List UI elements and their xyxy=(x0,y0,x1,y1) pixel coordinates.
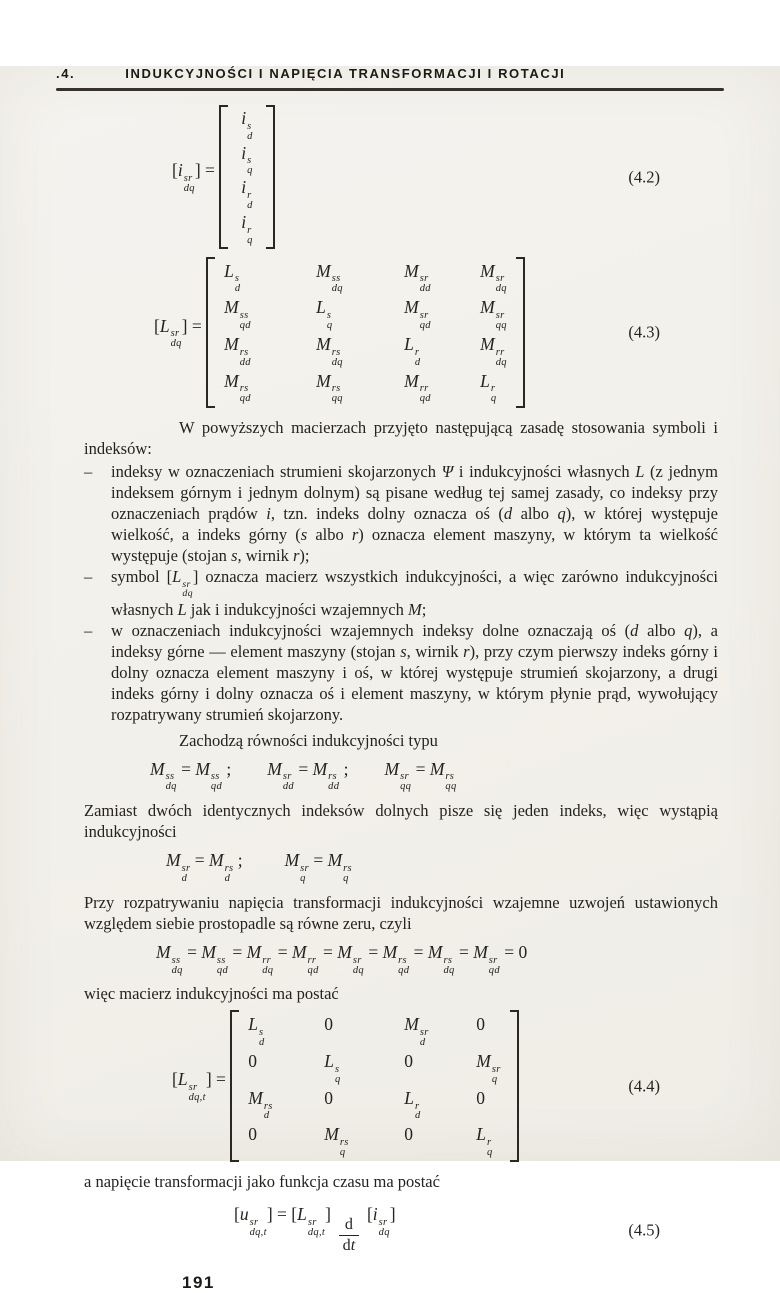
math-symbol: M rr qd xyxy=(404,370,431,405)
matrix-cell xyxy=(224,334,251,368)
matrix-cell xyxy=(316,261,343,295)
math-symbol: M ss dq xyxy=(150,758,177,793)
matrix-cell xyxy=(404,1088,420,1122)
equation-body: M ss dq = M ss qd ; M sr dd = M rs dd ; M sr qq = M rs qq xyxy=(150,758,457,793)
matrix-cell: 0 xyxy=(476,1014,486,1035)
math-symbol: L s q xyxy=(316,297,333,331)
inductance-matrix xyxy=(206,257,525,409)
matrix-cell xyxy=(324,1051,340,1085)
italic-symbol: L xyxy=(635,462,645,482)
bullet-dash: – xyxy=(84,620,93,640)
bullet-item xyxy=(84,620,718,725)
equation-number: (4.2) xyxy=(628,167,660,187)
math-symbol: M sr d xyxy=(404,1014,429,1049)
italic-symbol: s xyxy=(400,641,407,661)
page-content xyxy=(84,105,718,1293)
math-symbol: L s d xyxy=(224,260,241,295)
right-bracket xyxy=(510,1010,519,1162)
equation-body: M sr d = M rs d ; M sr q = M rs q xyxy=(166,850,352,884)
matrix-cell: 0 xyxy=(324,1014,334,1035)
matrix-cell xyxy=(224,297,251,331)
math-symbol: i s d xyxy=(241,108,253,142)
equation-zero xyxy=(156,942,718,976)
math-symbol: L r d xyxy=(404,333,421,368)
matrix-cell xyxy=(241,108,252,142)
math-symbol: M ss qd xyxy=(201,941,228,976)
math-symbol: M sr q xyxy=(284,850,309,884)
bullet-list xyxy=(84,461,718,724)
matrix-cell xyxy=(316,334,343,368)
math-symbol: L r q xyxy=(480,370,497,405)
math-symbol: M rs dq xyxy=(316,333,343,368)
matrix-cell xyxy=(480,334,507,368)
math-symbol: M ss dq xyxy=(156,941,183,976)
italic-symbol: Ψ xyxy=(441,462,454,482)
matrix-cell xyxy=(404,371,431,405)
math-symbol: M sr dd xyxy=(267,758,294,793)
matrix-cell xyxy=(324,1124,348,1158)
matrix-cell xyxy=(476,1124,492,1158)
math-symbol: L sr dq xyxy=(159,315,182,350)
math-symbol: M rs q xyxy=(324,1124,349,1159)
fraction-d-dt: $\frac{d}{dt}$ xyxy=(339,1216,359,1256)
matrix-cell xyxy=(224,261,240,295)
italic-symbol: q xyxy=(557,504,566,524)
equation-4-2 xyxy=(172,105,718,249)
bullet-text: symbol [L sr dq ] oznacza macierz wszystkich indukcyjności, a więc zarówno indukcyjności własnych L jak i indukcyjności wzajemnych M; xyxy=(111,567,719,619)
math-symbol: M rs d xyxy=(208,850,234,884)
matrix-cell xyxy=(404,297,431,331)
matrix-cell xyxy=(224,371,251,405)
left-bracket xyxy=(230,1010,239,1162)
equation-4-5 xyxy=(234,1204,718,1256)
paragraph-single-index: Zamiast dwóch identycznych indeksów dolnych pisze się jeden indeks, więc wystąpią indukcyjności xyxy=(84,801,718,842)
bullet-text: indeksy w oznaczeniach strumieni skojarzonych Ψ i indukcyjności własnych L (z jednym indeksem górnym i jednym dolnym) są pisane według tej samej zasady, co indeksy przy oznaczeniach prądów i, tzn. indeks dolny oznacza oś (d albo q), w której występuje wielkość, a indeks górny (s albo r) oznacza element maszyny, w którym ta wielkość występuje (stojan s, wirnik r); xyxy=(111,462,719,566)
equation-number: (4.5) xyxy=(628,1220,660,1240)
math-symbol: L r d xyxy=(404,1087,421,1122)
math-symbol: M sr q xyxy=(476,1051,501,1085)
matrix-cell xyxy=(404,1014,428,1048)
math-symbol: M sr dq xyxy=(337,941,364,976)
math-symbol: u sr dq,t xyxy=(239,1204,267,1238)
current-vector xyxy=(219,105,274,249)
equation-lhs: [L sr dq ] = xyxy=(154,315,207,350)
equation-4-4 xyxy=(172,1010,718,1162)
math-symbol: M sr qd xyxy=(473,941,500,976)
page-title: INDUKCYJNOŚCI I NAPIĘCIA TRANSFORMACJI I ROTACJI xyxy=(125,66,566,81)
math-symbol: M rs dd xyxy=(312,758,340,793)
paragraph-matrix-form: więc macierz indukcyjności ma postać xyxy=(84,984,339,1004)
matrix-cell xyxy=(248,1088,272,1122)
matrix-cell xyxy=(404,334,420,368)
math-symbol: L s d xyxy=(248,1014,265,1049)
math-symbol: M rs qq xyxy=(429,758,457,793)
equation-body: [u sr dq,t ] = [L sr dq,t ] $\frac{d}{dt}$ [i sr dq ] xyxy=(234,1204,396,1255)
matrix-cell xyxy=(316,297,332,331)
book-page xyxy=(0,66,780,1292)
equation-number: (4.3) xyxy=(628,322,660,342)
math-symbol: M rs qq xyxy=(316,370,343,405)
matrix-cell: 0 xyxy=(476,1087,486,1108)
math-symbol: M sr dq xyxy=(480,260,507,295)
bullet-dash: – xyxy=(84,462,93,482)
matrix-cell: 0 xyxy=(404,1051,414,1072)
italic-symbol: r xyxy=(463,641,470,661)
equation-body: M ss dq = M ss qd = M rr dq = M rr qd = M sr dq = M rs qd = M rs dq = M sr qd = 0 xyxy=(156,941,528,976)
equation-4-3 xyxy=(154,257,718,409)
math-symbol: M rs qd xyxy=(224,370,251,405)
italic-symbol: s xyxy=(300,525,308,545)
header-row xyxy=(56,66,724,81)
page-header xyxy=(56,66,724,91)
paragraph-perpendicular: Przy rozpatrywaniu napięcia transformacji indukcyjności wzajemne uzwojeń ustawionych względem siebie prostopadle są równe zeru, czyli xyxy=(84,892,718,933)
matrix-cell xyxy=(248,1014,264,1048)
matrix-cell xyxy=(241,143,252,177)
italic-symbol: M xyxy=(407,599,422,619)
bullet-text: w oznaczeniach indukcyjności wzajemnych indeksy dolne oznaczają oś (d albo q), a indeksy górne — element maszyny (stojan s, wirnik r), przy czym pierwszy indeks górny i dolny oznacza element maszyny i oś, w której występuje strumień skojarzony, a drugi indeks górny i dolny oznacza oś i element maszyny, w którym płynie prąd, wywołujący rozpatrywany strumień skojarzony. xyxy=(111,620,718,724)
matrix-cell xyxy=(316,371,343,405)
math-symbol: i r d xyxy=(241,177,253,211)
math-symbol: L r q xyxy=(476,1124,493,1159)
math-symbol: M ss qd xyxy=(195,758,222,793)
italic-symbol: L xyxy=(177,599,187,619)
italic-symbol: t xyxy=(350,1237,356,1255)
matrix-body xyxy=(222,257,509,409)
equation-number: (4.4) xyxy=(628,1076,660,1096)
math-symbol: M rr dq xyxy=(480,333,507,368)
math-symbol: M ss dq xyxy=(316,260,343,295)
math-symbol: M sr dd xyxy=(404,260,431,295)
left-bracket xyxy=(219,105,228,249)
paragraph-voltage: a napięcie transformacji jako funkcja czasu ma postać xyxy=(84,1172,440,1192)
math-symbol: M rs q xyxy=(327,850,352,884)
bullet-item xyxy=(84,461,718,566)
italic-symbol: r xyxy=(351,525,359,545)
math-symbol: M sr d xyxy=(166,850,191,884)
matrix-cell xyxy=(241,177,252,211)
math-symbol: M sr qd xyxy=(404,297,431,331)
math-symbol: M rs d xyxy=(248,1087,273,1122)
page-number: 191 xyxy=(182,1272,215,1292)
italic-symbol: q xyxy=(684,620,693,640)
bullet-item xyxy=(84,566,718,619)
math-symbol: M rs qd xyxy=(382,941,410,976)
math-symbol: i s q xyxy=(241,142,253,177)
italic-symbol: i xyxy=(266,504,271,524)
math-symbol: L sr dq,t xyxy=(297,1204,326,1238)
equation-equalities xyxy=(150,759,718,793)
math-symbol: M sr qq xyxy=(480,297,507,331)
matrix-body xyxy=(246,1010,502,1162)
math-symbol: i sr dq xyxy=(372,1204,390,1238)
math-symbol: i sr dq xyxy=(177,159,195,194)
left-bracket xyxy=(206,257,215,409)
paragraph-equalities: Zachodzą równości indukcyjności typu xyxy=(179,730,438,750)
math-symbol: L sr dq xyxy=(172,567,193,600)
italic-symbol: s xyxy=(231,546,238,566)
matrix-cell xyxy=(480,297,507,331)
matrix-cell xyxy=(480,261,507,295)
diagonal-inductance-matrix xyxy=(230,1010,518,1162)
section-number: .4. xyxy=(56,66,76,81)
header-rule xyxy=(56,88,724,91)
right-bracket xyxy=(516,257,525,409)
math-symbol: M rs dd xyxy=(224,333,251,368)
vector-body xyxy=(235,105,258,249)
matrix-cell: 0 xyxy=(404,1124,414,1145)
matrix-cell xyxy=(480,371,496,405)
bullet-dash: – xyxy=(84,567,93,587)
matrix-cell xyxy=(404,261,431,295)
paragraph-intro: W powyższych macierzach przyjęto następującą zasadę stosowania symboli i indeksów: xyxy=(84,418,718,459)
matrix-cell: 0 xyxy=(248,1051,258,1072)
italic-symbol: r xyxy=(292,546,300,566)
math-symbol: M ss qd xyxy=(224,297,251,331)
equation-single-index xyxy=(166,850,718,884)
math-symbol: M rr qd xyxy=(291,941,319,976)
italic-symbol: d xyxy=(630,620,639,640)
matrix-cell xyxy=(241,212,252,246)
math-symbol: M sr qq xyxy=(384,758,412,793)
math-symbol: i r q xyxy=(241,211,253,246)
math-symbol: L s q xyxy=(324,1051,341,1085)
matrix-cell: 0 xyxy=(324,1087,334,1108)
right-bracket xyxy=(266,105,275,249)
math-symbol: M rr dq xyxy=(246,941,274,976)
math-symbol: L sr dq,t xyxy=(177,1069,206,1104)
equation-lhs: [L sr dq,t ] = xyxy=(172,1069,231,1104)
equation-lhs: [i sr dq ] = xyxy=(172,159,220,194)
matrix-cell xyxy=(476,1051,500,1085)
math-symbol: M rs dq xyxy=(427,941,455,976)
matrix-cell: 0 xyxy=(248,1124,258,1145)
italic-symbol: d xyxy=(503,504,513,524)
